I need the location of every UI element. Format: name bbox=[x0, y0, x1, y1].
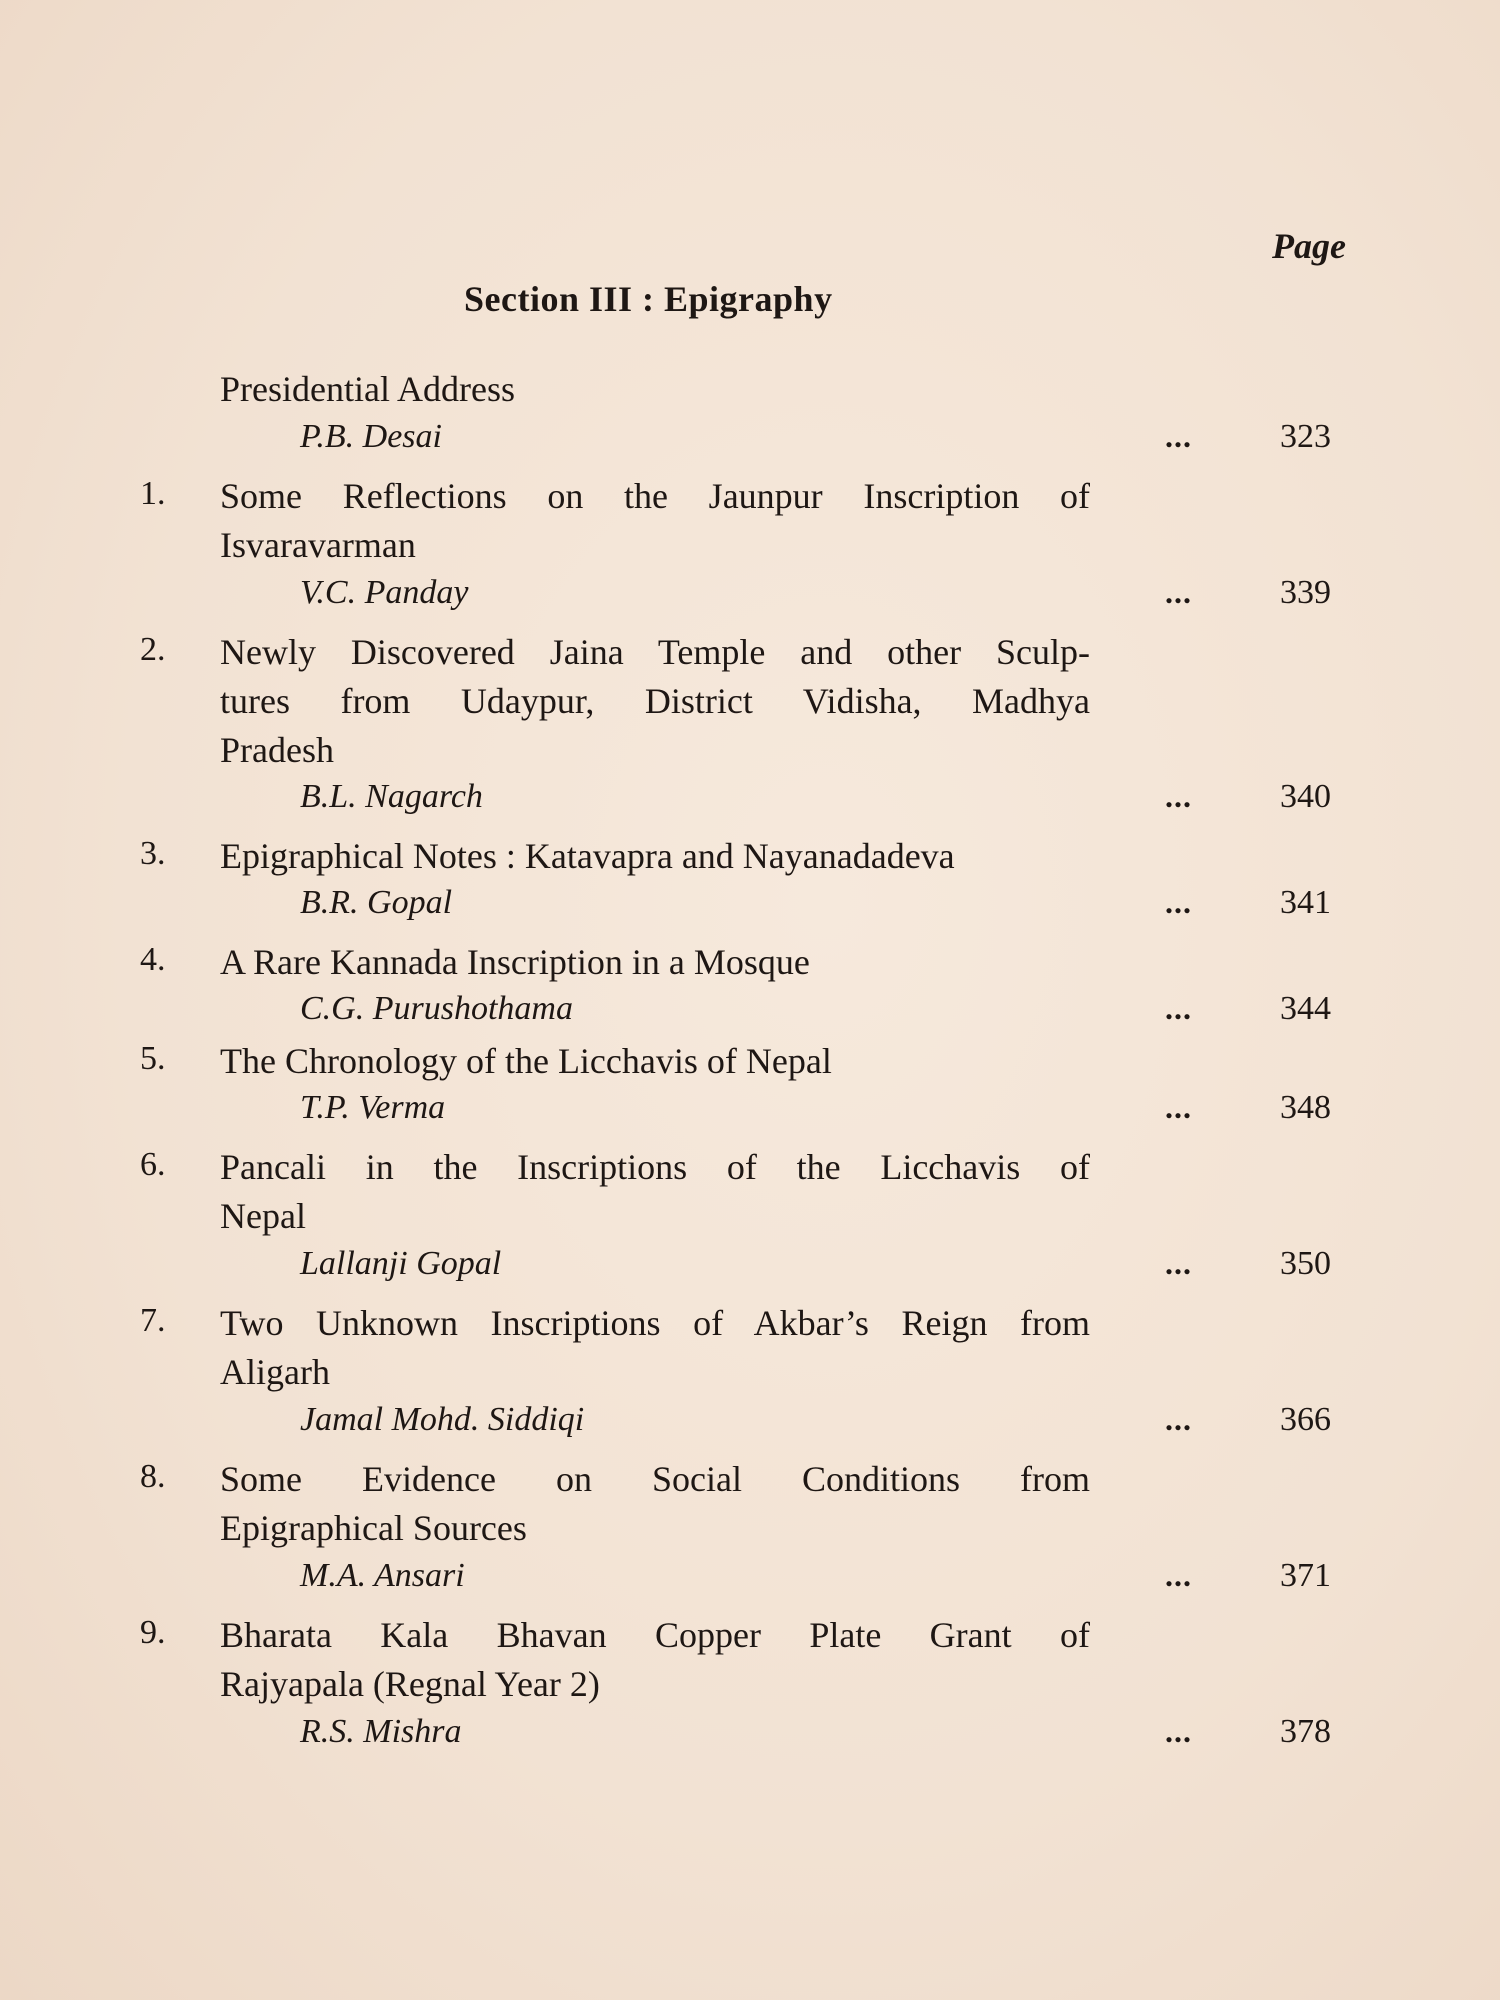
entry-author: T.P. Verma bbox=[300, 1089, 446, 1126]
entry-author: C.G. Purushothama bbox=[300, 990, 573, 1027]
entry-title-line: Pancali in the Inscriptions of the Licchavis of bbox=[220, 1147, 1090, 1187]
entry-page-number: 350 bbox=[1280, 1245, 1331, 1282]
entry-author: R.S. Mishra bbox=[300, 1713, 462, 1750]
entry-number: 9. bbox=[140, 1614, 166, 1651]
leader-dots: ... bbox=[1165, 884, 1192, 920]
entry-title-line: Presidential Address bbox=[220, 369, 515, 409]
entry-number: 3. bbox=[140, 835, 166, 872]
entry-page-number: 348 bbox=[1280, 1089, 1331, 1126]
entry-title-line: tures from Udaypur, District Vidisha, Madhya bbox=[220, 681, 1090, 721]
entry-number: 5. bbox=[140, 1040, 166, 1077]
leader-dots: ... bbox=[1165, 778, 1192, 814]
entry-number: 6. bbox=[140, 1146, 166, 1183]
entry-title-line: Pradesh bbox=[220, 730, 334, 770]
entry-page-number: 371 bbox=[1280, 1557, 1331, 1594]
entry-title-line: Two Unknown Inscriptions of Akbar’s Reign from bbox=[220, 1303, 1090, 1343]
entry-author: Jamal Mohd. Siddiqi bbox=[300, 1401, 585, 1438]
entry-title-line: Some Reflections on the Jaunpur Inscription of bbox=[220, 476, 1090, 516]
entry-number: 4. bbox=[140, 941, 166, 978]
entry-title-line: Aligarh bbox=[220, 1352, 330, 1392]
leader-dots: ... bbox=[1165, 1089, 1192, 1125]
entry-title-line: The Chronology of the Licchavis of Nepal bbox=[220, 1041, 832, 1081]
entry-page-number: 378 bbox=[1280, 1713, 1331, 1750]
entry-page-number: 323 bbox=[1280, 418, 1331, 455]
leader-dots: ... bbox=[1165, 1713, 1192, 1749]
entry-number: 7. bbox=[140, 1302, 166, 1339]
leader-dots: ... bbox=[1165, 990, 1192, 1026]
leader-dots: ... bbox=[1165, 1557, 1192, 1593]
entry-title-line: Newly Discovered Jaina Temple and other Sculp- bbox=[220, 632, 1090, 672]
entry-number: 2. bbox=[140, 631, 166, 668]
entry-title-line: Epigraphical Sources bbox=[220, 1508, 527, 1548]
entry-page-number: 366 bbox=[1280, 1401, 1331, 1438]
entry-page-number: 341 bbox=[1280, 884, 1331, 921]
entry-author: M.A. Ansari bbox=[300, 1557, 465, 1594]
entry-author: B.L. Nagarch bbox=[300, 778, 483, 815]
entry-author: Lallanji Gopal bbox=[300, 1245, 502, 1282]
entry-page-number: 344 bbox=[1280, 990, 1331, 1027]
entry-title-line: Nepal bbox=[220, 1196, 306, 1236]
entry-author: B.R. Gopal bbox=[300, 884, 453, 921]
leader-dots: ... bbox=[1165, 1401, 1192, 1437]
entry-number: 8. bbox=[140, 1458, 166, 1495]
leader-dots: ... bbox=[1165, 1245, 1192, 1281]
entry-author: P.B. Desai bbox=[300, 418, 442, 455]
entry-title-line: Isvaravarman bbox=[220, 525, 416, 565]
entry-title-line: Rajyapala (Regnal Year 2) bbox=[220, 1664, 600, 1704]
entry-page-number: 340 bbox=[1280, 778, 1331, 815]
entry-title-line: A Rare Kannada Inscription in a Mosque bbox=[220, 942, 810, 982]
leader-dots: ... bbox=[1165, 418, 1192, 454]
leader-dots: ... bbox=[1165, 574, 1192, 610]
entry-number: 1. bbox=[140, 475, 166, 512]
entry-title-line: Epigraphical Notes : Katavapra and Nayanadadeva bbox=[220, 836, 955, 876]
entry-title-line: Bharata Kala Bhavan Copper Plate Grant of bbox=[220, 1615, 1090, 1655]
entry-page-number: 339 bbox=[1280, 574, 1331, 611]
page-column-label: Page bbox=[1272, 226, 1346, 266]
entry-author: V.C. Panday bbox=[300, 574, 469, 611]
section-heading: Section III : Epigraphy bbox=[464, 279, 833, 319]
entry-title-line: Some Evidence on Social Conditions from bbox=[220, 1459, 1090, 1499]
